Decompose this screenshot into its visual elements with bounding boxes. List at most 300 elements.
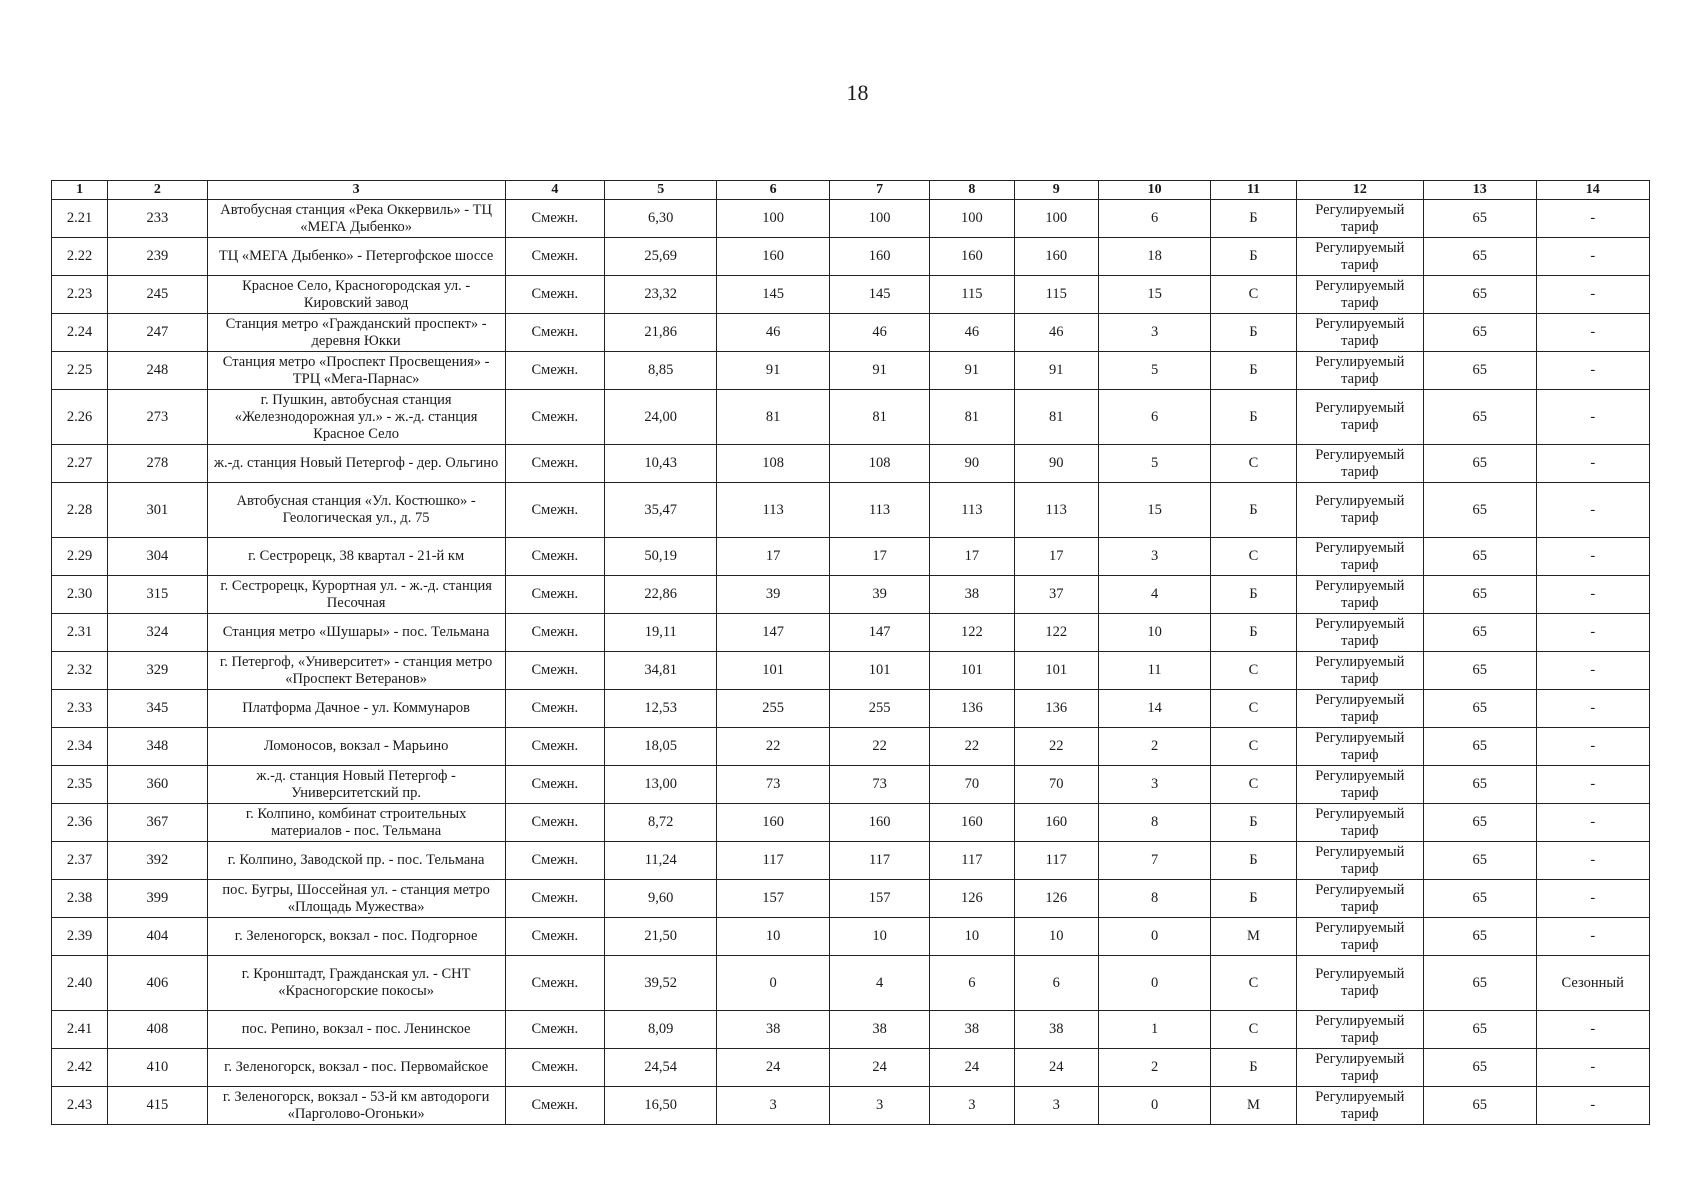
value-cell-col7: 22	[829, 728, 929, 766]
route-number-cell: 273	[108, 390, 207, 445]
vehicle-class-cell: Б	[1211, 804, 1296, 842]
value-cell-col7: 81	[829, 390, 929, 445]
value-cell-col13: 65	[1424, 483, 1536, 538]
note-cell: -	[1536, 918, 1650, 956]
route-type-cell: Смежн.	[505, 314, 604, 352]
table-row	[52, 1011, 1650, 1049]
note-cell: -	[1536, 538, 1650, 576]
route-number-cell: 410	[108, 1049, 207, 1087]
column-header: 13	[1424, 181, 1536, 200]
value-cell-col10: 15	[1098, 276, 1210, 314]
row-number-cell: 2.25	[52, 352, 108, 390]
value-cell-col9: 81	[1014, 390, 1098, 445]
route-name-cell: ж.-д. станция Новый Петергоф - дер. Ольгино	[207, 445, 505, 483]
value-cell-col10: 2	[1098, 1049, 1210, 1087]
route-type-cell: Смежн.	[505, 1011, 604, 1049]
route-type-cell: Смежн.	[505, 276, 604, 314]
value-cell-col10: 0	[1098, 918, 1210, 956]
value-cell-col6: 81	[717, 390, 829, 445]
vehicle-class-cell: Б	[1211, 352, 1296, 390]
value-cell-col6: 145	[717, 276, 829, 314]
route-length-cell: 16,50	[605, 1087, 717, 1125]
table-row	[52, 576, 1650, 614]
value-cell-col13: 65	[1424, 804, 1536, 842]
value-cell-col9: 115	[1014, 276, 1098, 314]
value-cell-col13: 65	[1424, 576, 1536, 614]
route-name-cell: г. Кронштадт, Гражданская ул. - СНТ «Красногорские покосы»	[207, 956, 505, 1011]
route-name-cell: г. Колпино, комбинат строительных материалов - пос. Тельмана	[207, 804, 505, 842]
route-number-cell: 301	[108, 483, 207, 538]
note-cell: -	[1536, 842, 1650, 880]
vehicle-class-cell: Б	[1211, 238, 1296, 276]
value-cell-col13: 65	[1424, 842, 1536, 880]
route-number-cell: 367	[108, 804, 207, 842]
value-cell-col10: 3	[1098, 538, 1210, 576]
table-row	[52, 276, 1650, 314]
route-length-cell: 50,19	[605, 538, 717, 576]
value-cell-col9: 70	[1014, 766, 1098, 804]
value-cell-col6: 0	[717, 956, 829, 1011]
route-name-cell: г. Зеленогорск, вокзал - пос. Первомайское	[207, 1049, 505, 1087]
row-number-cell: 2.43	[52, 1087, 108, 1125]
route-name-cell: г. Сестрорецк, Курортная ул. - ж.-д. станция Песочная	[207, 576, 505, 614]
value-cell-col6: 113	[717, 483, 829, 538]
value-cell-col7: 157	[829, 880, 929, 918]
route-number-cell: 392	[108, 842, 207, 880]
route-name-cell: Станция метро «Проспект Просвещения» - ТРЦ «Мега-Парнас»	[207, 352, 505, 390]
column-header: 7	[829, 181, 929, 200]
route-number-cell: 278	[108, 445, 207, 483]
page-number: 18	[846, 80, 869, 105]
value-cell-col6: 22	[717, 728, 829, 766]
value-cell-col9: 22	[1014, 728, 1098, 766]
route-length-cell: 19,11	[605, 614, 717, 652]
route-number-cell: 408	[108, 1011, 207, 1049]
note-cell: -	[1536, 652, 1650, 690]
row-number-cell: 2.26	[52, 390, 108, 445]
route-number-cell: 404	[108, 918, 207, 956]
route-type-cell: Смежн.	[505, 956, 604, 1011]
column-header: 14	[1536, 181, 1650, 200]
value-cell-col8: 46	[930, 314, 1014, 352]
value-cell-col7: 145	[829, 276, 929, 314]
value-cell-col13: 65	[1424, 538, 1536, 576]
row-number-cell: 2.30	[52, 576, 108, 614]
value-cell-col10: 8	[1098, 804, 1210, 842]
route-name-cell: г. Зеленогорск, вокзал - 53-й км автодороги «Парголово-Огоньки»	[207, 1087, 505, 1125]
route-name-cell: Автобусная станция «Ул. Костюшко» - Геологическая ул., д. 75	[207, 483, 505, 538]
tariff-cell: Регулируемый тариф	[1296, 918, 1423, 956]
route-type-cell: Смежн.	[505, 652, 604, 690]
value-cell-col6: 73	[717, 766, 829, 804]
table-row	[52, 1049, 1650, 1087]
vehicle-class-cell: Б	[1211, 880, 1296, 918]
value-cell-col8: 3	[930, 1087, 1014, 1125]
route-length-cell: 9,60	[605, 880, 717, 918]
column-header: 5	[605, 181, 717, 200]
value-cell-col6: 46	[717, 314, 829, 352]
vehicle-class-cell: С	[1211, 728, 1296, 766]
route-number-cell: 415	[108, 1087, 207, 1125]
value-cell-col9: 24	[1014, 1049, 1098, 1087]
column-header: 2	[108, 181, 207, 200]
value-cell-col8: 6	[930, 956, 1014, 1011]
value-cell-col13: 65	[1424, 652, 1536, 690]
vehicle-class-cell: Б	[1211, 614, 1296, 652]
route-number-cell: 345	[108, 690, 207, 728]
route-type-cell: Смежн.	[505, 918, 604, 956]
value-cell-col10: 3	[1098, 314, 1210, 352]
value-cell-col6: 100	[717, 200, 829, 238]
row-number-cell: 2.33	[52, 690, 108, 728]
value-cell-col7: 3	[829, 1087, 929, 1125]
route-name-cell: Станция метро «Шушары» - пос. Тельмана	[207, 614, 505, 652]
vehicle-class-cell: Б	[1211, 842, 1296, 880]
vehicle-class-cell: Б	[1211, 576, 1296, 614]
route-number-cell: 233	[108, 200, 207, 238]
route-number-cell: 399	[108, 880, 207, 918]
value-cell-col9: 37	[1014, 576, 1098, 614]
value-cell-col7: 160	[829, 238, 929, 276]
route-length-cell: 11,24	[605, 842, 717, 880]
value-cell-col13: 65	[1424, 390, 1536, 445]
vehicle-class-cell: Б	[1211, 1049, 1296, 1087]
route-type-cell: Смежн.	[505, 690, 604, 728]
value-cell-col7: 108	[829, 445, 929, 483]
note-cell: -	[1536, 880, 1650, 918]
vehicle-class-cell: М	[1211, 918, 1296, 956]
value-cell-col6: 91	[717, 352, 829, 390]
value-cell-col13: 65	[1424, 766, 1536, 804]
vehicle-class-cell: С	[1211, 445, 1296, 483]
column-header: 1	[52, 181, 108, 200]
route-length-cell: 24,54	[605, 1049, 717, 1087]
route-name-cell: Красное Село, Красногородская ул. - Кировский завод	[207, 276, 505, 314]
value-cell-col10: 1	[1098, 1011, 1210, 1049]
note-cell: -	[1536, 200, 1650, 238]
row-number-cell: 2.31	[52, 614, 108, 652]
route-length-cell: 34,81	[605, 652, 717, 690]
note-cell: -	[1536, 1049, 1650, 1087]
value-cell-col7: 46	[829, 314, 929, 352]
value-cell-col9: 117	[1014, 842, 1098, 880]
value-cell-col6: 147	[717, 614, 829, 652]
value-cell-col8: 122	[930, 614, 1014, 652]
note-cell: Сезонный	[1536, 956, 1650, 1011]
route-name-cell: г. Пушкин, автобусная станция «Железнодорожная ул.» - ж.-д. станция Красное Село	[207, 390, 505, 445]
value-cell-col9: 10	[1014, 918, 1098, 956]
value-cell-col9: 90	[1014, 445, 1098, 483]
row-number-cell: 2.42	[52, 1049, 108, 1087]
row-number-cell: 2.24	[52, 314, 108, 352]
route-length-cell: 23,32	[605, 276, 717, 314]
route-type-cell: Смежн.	[505, 390, 604, 445]
value-cell-col7: 147	[829, 614, 929, 652]
row-number-cell: 2.34	[52, 728, 108, 766]
value-cell-col8: 91	[930, 352, 1014, 390]
vehicle-class-cell: Б	[1211, 314, 1296, 352]
route-name-cell: Ломоносов, вокзал - Марьино	[207, 728, 505, 766]
value-cell-col6: 108	[717, 445, 829, 483]
tariff-cell: Регулируемый тариф	[1296, 390, 1423, 445]
vehicle-class-cell: С	[1211, 538, 1296, 576]
value-cell-col13: 65	[1424, 1011, 1536, 1049]
route-name-cell: Станция метро «Гражданский проспект» - деревня Юкки	[207, 314, 505, 352]
value-cell-col9: 160	[1014, 238, 1098, 276]
route-name-cell: ж.-д. станция Новый Петергоф - Университетский пр.	[207, 766, 505, 804]
route-type-cell: Смежн.	[505, 238, 604, 276]
route-number-cell: 247	[108, 314, 207, 352]
route-length-cell: 12,53	[605, 690, 717, 728]
table-row	[52, 314, 1650, 352]
column-header: 6	[717, 181, 829, 200]
value-cell-col9: 46	[1014, 314, 1098, 352]
value-cell-col7: 24	[829, 1049, 929, 1087]
table-row	[52, 842, 1650, 880]
value-cell-col10: 10	[1098, 614, 1210, 652]
value-cell-col10: 8	[1098, 880, 1210, 918]
value-cell-col8: 113	[930, 483, 1014, 538]
table-row	[52, 728, 1650, 766]
table-row	[52, 614, 1650, 652]
tariff-cell: Регулируемый тариф	[1296, 200, 1423, 238]
tariff-cell: Регулируемый тариф	[1296, 728, 1423, 766]
tariff-cell: Регулируемый тариф	[1296, 614, 1423, 652]
tariff-cell: Регулируемый тариф	[1296, 1087, 1423, 1125]
note-cell: -	[1536, 766, 1650, 804]
column-header: 11	[1211, 181, 1296, 200]
route-name-cell: г. Колпино, Заводской пр. - пос. Тельмана	[207, 842, 505, 880]
vehicle-class-cell: Б	[1211, 483, 1296, 538]
route-name-cell: пос. Репино, вокзал - пос. Ленинское	[207, 1011, 505, 1049]
route-number-cell: 245	[108, 276, 207, 314]
value-cell-col9: 3	[1014, 1087, 1098, 1125]
table-row	[52, 918, 1650, 956]
value-cell-col7: 17	[829, 538, 929, 576]
value-cell-col8: 81	[930, 390, 1014, 445]
value-cell-col7: 100	[829, 200, 929, 238]
table-row	[52, 804, 1650, 842]
route-length-cell: 22,86	[605, 576, 717, 614]
table-row	[52, 538, 1650, 576]
vehicle-class-cell: С	[1211, 690, 1296, 728]
value-cell-col13: 65	[1424, 445, 1536, 483]
vehicle-class-cell: С	[1211, 276, 1296, 314]
value-cell-col9: 136	[1014, 690, 1098, 728]
value-cell-col7: 117	[829, 842, 929, 880]
value-cell-col8: 126	[930, 880, 1014, 918]
tariff-cell: Регулируемый тариф	[1296, 276, 1423, 314]
route-length-cell: 8,09	[605, 1011, 717, 1049]
table-row	[52, 445, 1650, 483]
route-length-cell: 10,43	[605, 445, 717, 483]
value-cell-col13: 65	[1424, 1087, 1536, 1125]
value-cell-col13: 65	[1424, 918, 1536, 956]
value-cell-col13: 65	[1424, 200, 1536, 238]
route-type-cell: Смежн.	[505, 538, 604, 576]
note-cell: -	[1536, 390, 1650, 445]
value-cell-col8: 17	[930, 538, 1014, 576]
row-number-cell: 2.39	[52, 918, 108, 956]
value-cell-col10: 6	[1098, 390, 1210, 445]
route-number-cell: 324	[108, 614, 207, 652]
route-type-cell: Смежн.	[505, 614, 604, 652]
table-row	[52, 352, 1650, 390]
tariff-cell: Регулируемый тариф	[1296, 1011, 1423, 1049]
table-row	[52, 200, 1650, 238]
column-header: 9	[1014, 181, 1098, 200]
table-body	[52, 200, 1650, 1125]
value-cell-col10: 2	[1098, 728, 1210, 766]
route-type-cell: Смежн.	[505, 804, 604, 842]
note-cell: -	[1536, 238, 1650, 276]
table-row	[52, 1087, 1650, 1125]
row-number-cell: 2.29	[52, 538, 108, 576]
value-cell-col13: 65	[1424, 956, 1536, 1011]
tariff-cell: Регулируемый тариф	[1296, 1049, 1423, 1087]
route-number-cell: 248	[108, 352, 207, 390]
value-cell-col6: 101	[717, 652, 829, 690]
value-cell-col7: 101	[829, 652, 929, 690]
route-length-cell: 21,86	[605, 314, 717, 352]
value-cell-col13: 65	[1424, 314, 1536, 352]
route-name-cell: г. Зеленогорск, вокзал - пос. Подгорное	[207, 918, 505, 956]
route-number-cell: 315	[108, 576, 207, 614]
route-length-cell: 21,50	[605, 918, 717, 956]
value-cell-col7: 160	[829, 804, 929, 842]
value-cell-col9: 91	[1014, 352, 1098, 390]
route-type-cell: Смежн.	[505, 445, 604, 483]
value-cell-col9: 122	[1014, 614, 1098, 652]
route-length-cell: 39,52	[605, 956, 717, 1011]
route-type-cell: Смежн.	[505, 766, 604, 804]
value-cell-col13: 65	[1424, 1049, 1536, 1087]
route-length-cell: 13,00	[605, 766, 717, 804]
value-cell-col10: 7	[1098, 842, 1210, 880]
value-cell-col10: 0	[1098, 956, 1210, 1011]
row-number-cell: 2.40	[52, 956, 108, 1011]
value-cell-col8: 38	[930, 576, 1014, 614]
row-number-cell: 2.23	[52, 276, 108, 314]
value-cell-col9: 126	[1014, 880, 1098, 918]
value-cell-col13: 65	[1424, 352, 1536, 390]
tariff-cell: Регулируемый тариф	[1296, 314, 1423, 352]
value-cell-col7: 39	[829, 576, 929, 614]
value-cell-col10: 5	[1098, 352, 1210, 390]
value-cell-col8: 38	[930, 1011, 1014, 1049]
row-number-cell: 2.22	[52, 238, 108, 276]
value-cell-col13: 65	[1424, 690, 1536, 728]
table-row	[52, 956, 1650, 1011]
tariff-cell: Регулируемый тариф	[1296, 880, 1423, 918]
table-row	[52, 766, 1650, 804]
vehicle-class-cell: Б	[1211, 390, 1296, 445]
value-cell-col9: 101	[1014, 652, 1098, 690]
route-type-cell: Смежн.	[505, 1049, 604, 1087]
vehicle-class-cell: Б	[1211, 200, 1296, 238]
value-cell-col6: 17	[717, 538, 829, 576]
value-cell-col10: 15	[1098, 483, 1210, 538]
tariff-cell: Регулируемый тариф	[1296, 766, 1423, 804]
route-type-cell: Смежн.	[505, 352, 604, 390]
value-cell-col7: 38	[829, 1011, 929, 1049]
value-cell-col8: 10	[930, 918, 1014, 956]
value-cell-col13: 65	[1424, 614, 1536, 652]
value-cell-col10: 18	[1098, 238, 1210, 276]
row-number-cell: 2.32	[52, 652, 108, 690]
value-cell-col6: 160	[717, 238, 829, 276]
tariff-cell: Регулируемый тариф	[1296, 690, 1423, 728]
note-cell: -	[1536, 690, 1650, 728]
route-name-cell: Платформа Дачное - ул. Коммунаров	[207, 690, 505, 728]
value-cell-col8: 22	[930, 728, 1014, 766]
table-row	[52, 390, 1650, 445]
value-cell-col6: 117	[717, 842, 829, 880]
row-number-cell: 2.38	[52, 880, 108, 918]
tariff-cell: Регулируемый тариф	[1296, 538, 1423, 576]
note-cell: -	[1536, 445, 1650, 483]
route-length-cell: 18,05	[605, 728, 717, 766]
tariff-cell: Регулируемый тариф	[1296, 445, 1423, 483]
value-cell-col9: 100	[1014, 200, 1098, 238]
table-row	[52, 690, 1650, 728]
value-cell-col6: 38	[717, 1011, 829, 1049]
value-cell-col7: 91	[829, 352, 929, 390]
note-cell: -	[1536, 276, 1650, 314]
value-cell-col9: 38	[1014, 1011, 1098, 1049]
value-cell-col6: 255	[717, 690, 829, 728]
table-row	[52, 483, 1650, 538]
value-cell-col6: 3	[717, 1087, 829, 1125]
value-cell-col8: 100	[930, 200, 1014, 238]
value-cell-col8: 101	[930, 652, 1014, 690]
route-number-cell: 239	[108, 238, 207, 276]
row-number-cell: 2.41	[52, 1011, 108, 1049]
route-number-cell: 348	[108, 728, 207, 766]
tariff-cell: Регулируемый тариф	[1296, 842, 1423, 880]
routes-table	[51, 180, 1650, 1125]
value-cell-col10: 14	[1098, 690, 1210, 728]
value-cell-col10: 3	[1098, 766, 1210, 804]
vehicle-class-cell: С	[1211, 652, 1296, 690]
value-cell-col13: 65	[1424, 238, 1536, 276]
value-cell-col10: 6	[1098, 200, 1210, 238]
route-length-cell: 25,69	[605, 238, 717, 276]
route-type-cell: Смежн.	[505, 200, 604, 238]
value-cell-col13: 65	[1424, 880, 1536, 918]
tariff-cell: Регулируемый тариф	[1296, 576, 1423, 614]
column-header: 8	[930, 181, 1014, 200]
tariff-cell: Регулируемый тариф	[1296, 804, 1423, 842]
route-number-cell: 406	[108, 956, 207, 1011]
table-row	[52, 880, 1650, 918]
value-cell-col7: 255	[829, 690, 929, 728]
tariff-cell: Регулируемый тариф	[1296, 483, 1423, 538]
row-number-cell: 2.36	[52, 804, 108, 842]
route-name-cell: г. Сестрорецк, 38 квартал - 21-й км	[207, 538, 505, 576]
value-cell-col10: 11	[1098, 652, 1210, 690]
note-cell: -	[1536, 576, 1650, 614]
value-cell-col8: 70	[930, 766, 1014, 804]
tariff-cell: Регулируемый тариф	[1296, 238, 1423, 276]
row-number-cell: 2.37	[52, 842, 108, 880]
value-cell-col8: 90	[930, 445, 1014, 483]
value-cell-col9: 160	[1014, 804, 1098, 842]
value-cell-col7: 113	[829, 483, 929, 538]
value-cell-col8: 136	[930, 690, 1014, 728]
route-length-cell: 35,47	[605, 483, 717, 538]
value-cell-col6: 160	[717, 804, 829, 842]
